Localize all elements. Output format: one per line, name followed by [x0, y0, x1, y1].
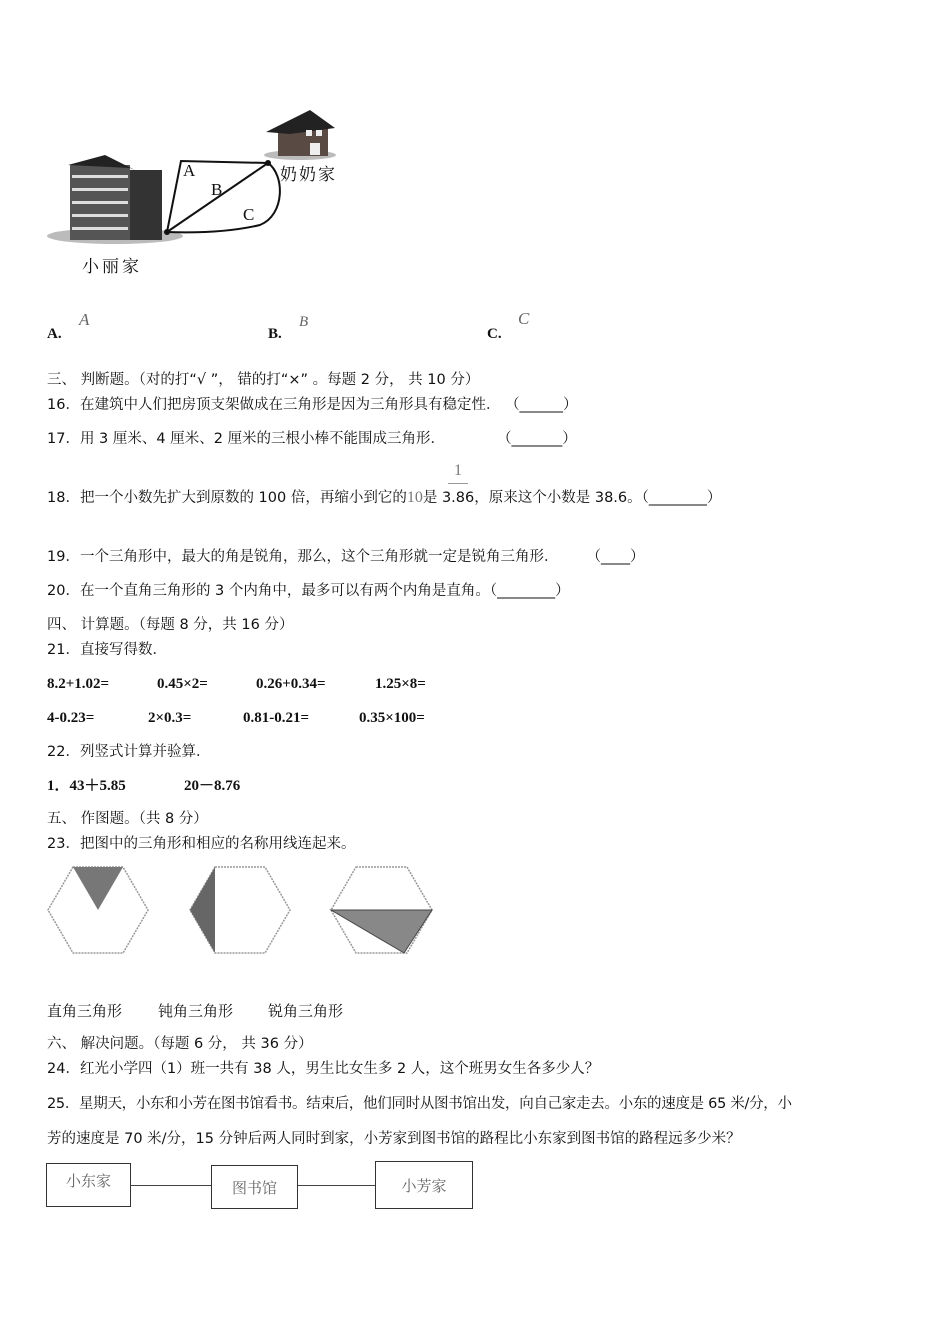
- choice-b-value[interactable]: B: [299, 314, 309, 330]
- question-22: 22．列竖式计算并验算．: [47, 744, 211, 760]
- end-label: 奶奶家: [280, 165, 337, 185]
- calc-5: 4-0.23=: [47, 710, 95, 726]
- hexagon-3: [331, 867, 432, 953]
- calc-2: 0.45×2=: [157, 676, 208, 692]
- question-21: 21．直接写得数．: [47, 642, 167, 658]
- section4-heading: 四、 计算题。（每题 8 分，共 16 分）: [47, 617, 294, 633]
- calc-1: 8.2+1.02=: [47, 676, 110, 692]
- answer-blank[interactable]: （______）: [505, 397, 578, 413]
- fraction-denominator: 10: [406, 489, 423, 506]
- section5-heading: 五、 作图题。（共 8 分）: [47, 811, 208, 827]
- question-text: 17．用 3 厘米、4 厘米、2 厘米的三根小棒不能围成三角形．: [47, 431, 446, 447]
- name-acute-triangle[interactable]: 锐角三角形: [268, 1002, 344, 1020]
- choice-a-value[interactable]: A: [79, 310, 90, 329]
- calc-3: 0.26+0.34=: [256, 676, 326, 692]
- fraction-numerator: 1: [454, 462, 462, 479]
- name-right-triangle[interactable]: 直角三角形: [47, 1002, 123, 1020]
- library-box: [211, 1165, 298, 1209]
- calc-8: 0.35×100=: [359, 710, 425, 726]
- xiaodong-home-box: [46, 1163, 131, 1207]
- question-24: 24．红光小学四（1）班一共有 38 人，男生比女生多 2 人，这个班男女生各多少人？: [47, 1061, 600, 1077]
- hexagon-1: [48, 867, 148, 953]
- choice-c-value[interactable]: C: [518, 309, 530, 328]
- question-text: 是 3.86，原来这个小数是 38.6。: [422, 490, 642, 506]
- box-label: 图书馆: [231, 1178, 277, 1197]
- question-23: 23．把图中的三角形和相应的名称用线连起来。: [47, 836, 356, 852]
- answer-blank[interactable]: （________）: [489, 583, 570, 599]
- route-label-b: B: [211, 180, 223, 199]
- connector-line: [298, 1185, 375, 1186]
- answer-blank[interactable]: （________）: [641, 490, 722, 506]
- route-label-a: A: [183, 161, 196, 180]
- calc-4: 1.25×8=: [375, 676, 426, 692]
- box-label: 小东家: [65, 1172, 111, 1190]
- route-label-c: C: [243, 205, 255, 224]
- calc-7: 0.81-0.21=: [243, 710, 310, 726]
- connector-line: [131, 1185, 211, 1186]
- calc-6: 2×0.3=: [148, 710, 192, 726]
- vertical-calc-1: 1．43＋5.85: [47, 778, 126, 794]
- box-label: 小芳家: [401, 1176, 447, 1195]
- section3-heading: 三、 判断题。（对的打“√ ”， 错的打“×” 。每题 2 分， 共 10 分）: [47, 372, 480, 388]
- question-25-line2: 芳的速度是 70 米/分，15 分钟后两人同时到家，小芳家到图书馆的路程比小东家到图书馆的路程远多少米？: [47, 1131, 741, 1147]
- hexagon-2: [190, 867, 290, 953]
- shaded-triangle[interactable]: [190, 867, 215, 953]
- question-text: 20．在一个直角三角形的 3 个内角中，最多可以有两个内角是直角。: [47, 583, 490, 599]
- question-text: 18．把一个小数先扩大到原数的 100 倍，再缩小到它的: [47, 490, 407, 506]
- name-obtuse-triangle[interactable]: 钝角三角形: [158, 1002, 234, 1020]
- start-label: 小丽家: [82, 257, 142, 277]
- question-25-line1: 25．星期天，小东和小芳在图书馆看书。结束后，他们同时从图书馆出发，向自己家走去。小东的速度是 65 米/分，小: [47, 1096, 792, 1112]
- vertical-calc-2: 20－8.76: [184, 778, 241, 794]
- question-text: 19．一个三角形中，最大的角是锐角，那么，这个三角形就一定是锐角三角形．: [47, 549, 559, 565]
- choice-b-key: B.: [268, 326, 282, 342]
- choice-a-key: A.: [47, 326, 62, 342]
- section6-heading: 六、 解决问题。（每题 6 分， 共 36 分）: [47, 1036, 313, 1052]
- xiaofang-home-box: [375, 1161, 473, 1209]
- question-text: 16．在建筑中人们把房顶支架做成在三角形是因为三角形具有稳定性．: [47, 397, 501, 413]
- choice-c-key: C.: [487, 326, 502, 342]
- answer-blank[interactable]: （____）: [586, 549, 645, 565]
- answer-blank[interactable]: （_______）: [497, 431, 577, 447]
